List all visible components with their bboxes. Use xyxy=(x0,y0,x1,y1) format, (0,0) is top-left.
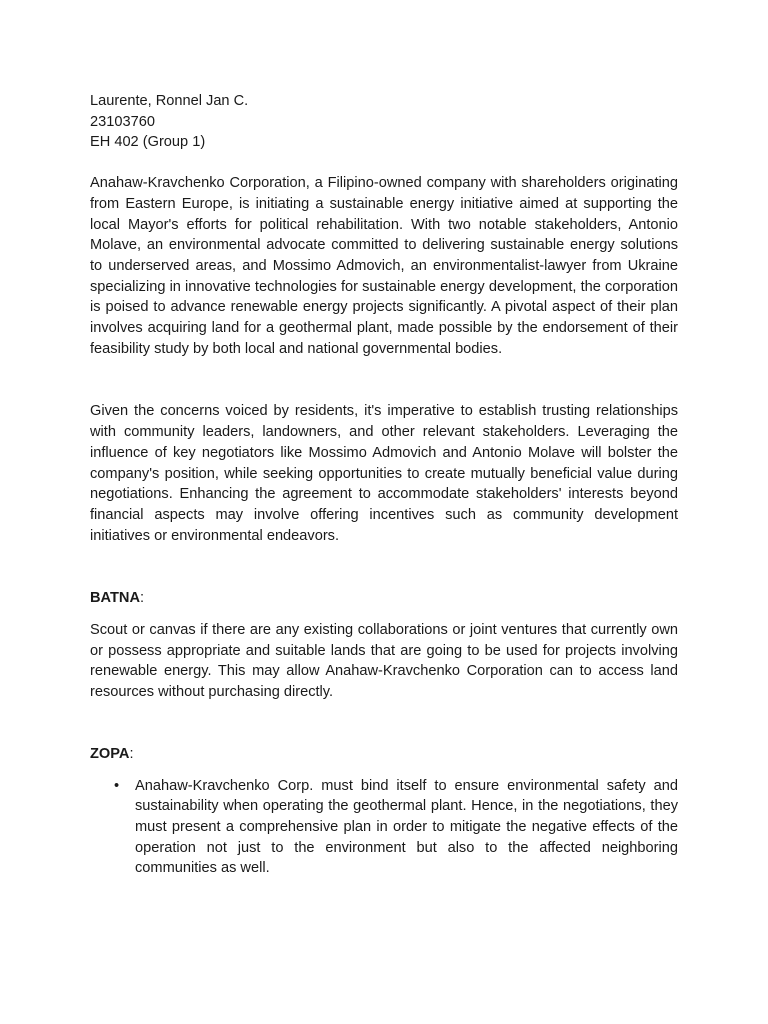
author-name: Laurente, Ronnel Jan C. xyxy=(90,93,249,109)
zopa-label: ZOPA xyxy=(90,745,130,762)
intro-paragraph: Anahaw-Kravchenko Corporation, a Filipino-owned company with shareholders originating from Eastern Europe, is initiating a sustainable energy initiative aimed at supporting the local Mayor's efforts for political rehabilitation. With two notable stakeholders, Antonio Molave, an environmental advocate committed to delivering sustainable energy solutions to underserved areas, and Mossimo Admovich, an environmentalist-lawyer from Ukraine specializing in innovative technologies for sustainable energy development, the corporation is poised to advance renewable energy projects significantly. A pivotal aspect of their plan involves acquiring land for a geothermal plant, made possible by the endorsement of their feasibility study by both local and national governmental bodies. xyxy=(90,175,678,357)
zopa-list xyxy=(90,776,678,880)
course-code: EH 402 (Group 1) xyxy=(90,134,206,151)
zopa-heading xyxy=(90,744,678,765)
zopa-list-item xyxy=(90,776,678,880)
batna-heading xyxy=(90,588,678,609)
header-block xyxy=(90,91,678,153)
concerns-paragraph: Given the concerns voiced by residents, it's imperative to establish trusting relationships with community leaders, landowners, and other relevant stakeholders. Leveraging the influence of key negotiators like Mossimo Admovich and Antonio Molave will bolster the company's position, while seeking opportunities to create mutually beneficial value during negotiations. Enhancing the agreement to accommodate stakeholders' interests beyond financial aspects may involve offering incentives such as community development initiatives or environmental endeavors. xyxy=(90,403,678,544)
bullet-icon: • xyxy=(114,777,120,794)
zopa-colon: : xyxy=(129,745,134,762)
batna-label: BATNA xyxy=(90,590,140,607)
zopa-item-text: Anahaw-Kravchenko Corp. must bind itself to ensure environmental safety and sustainability when operating the geothermal plant. Hence, in the negotiations, they must present a comprehensive plan in order to mitigate the negative effects of the operation not just to the environment but also to the affected neighboring communities as well. xyxy=(135,777,678,877)
batna-paragraph: Scout or canvas if there are any existing collaborations or joint ventures that currently own or possess appropriate and suitable lands that are going to be used for projects involving renewable energy. This may allow Anahaw-Kravchenko Corporation can to access land resources without purchasing directly. xyxy=(90,622,678,701)
student-id: 23103760 xyxy=(90,113,155,130)
document-page xyxy=(90,91,678,879)
batna-colon: : xyxy=(140,590,145,607)
